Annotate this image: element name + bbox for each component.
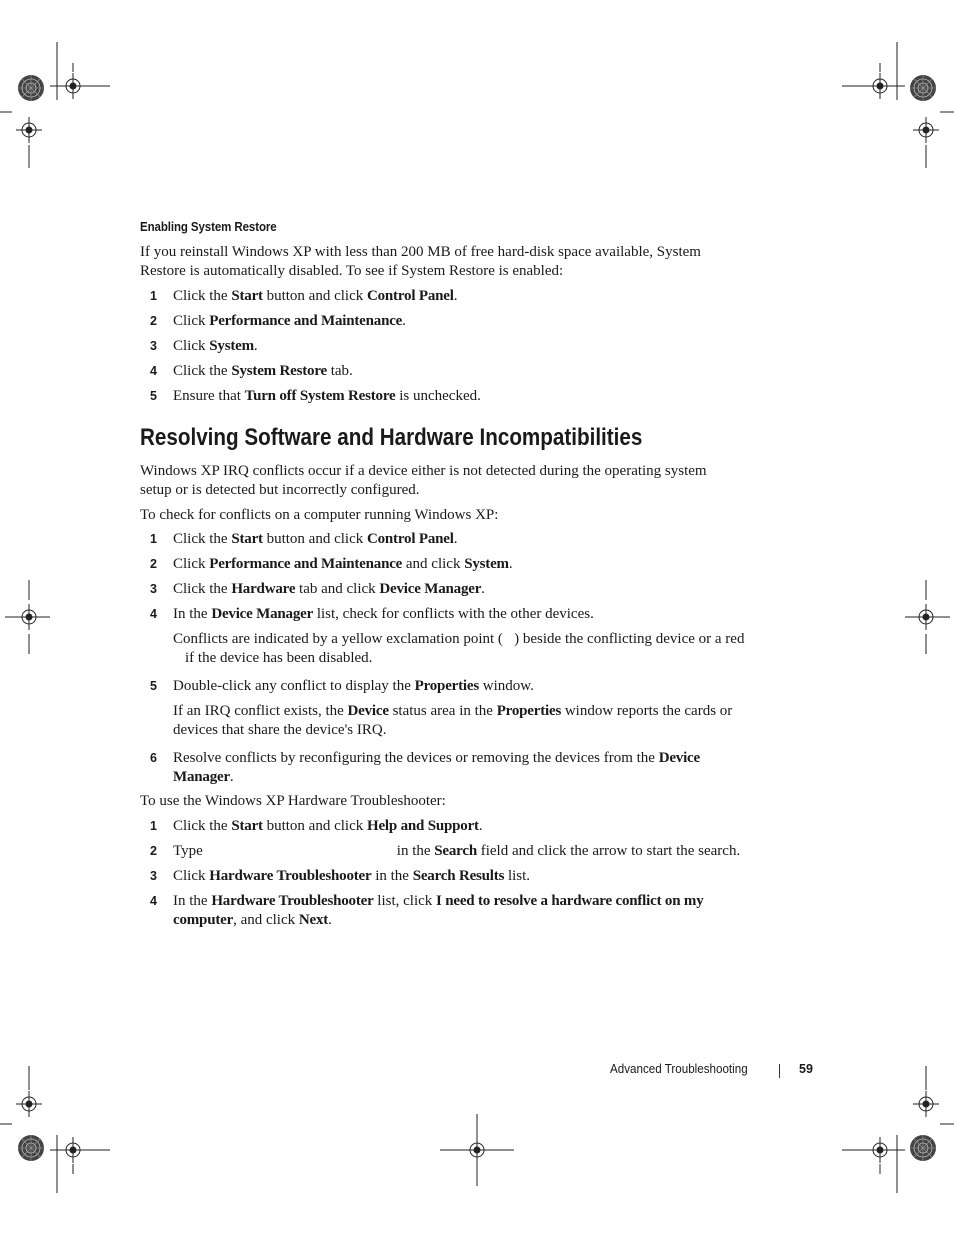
footer-section-title: Advanced Troubleshooting (610, 1062, 748, 1076)
registration-mark-icon (913, 117, 939, 143)
paragraph: To use the Windows XP Hardware Troubleshooter: (140, 793, 446, 809)
step-note: Conflicts are indicated by a yellow exclamation point ( ) beside the conflicting device or a red if the device has been disabled. (173, 631, 745, 666)
paragraph: If you reinstall Windows XP with less than 200 MB of free hard-disk space available, System Restore is automatically disabled. To see if System Restore is enabled: (140, 244, 701, 279)
footer-divider (779, 1064, 780, 1078)
page-number: 59 (799, 1062, 813, 1076)
registration-mark-icon (16, 1091, 42, 1117)
page-title: Resolving Software and Hardware Incompatibilities (140, 424, 643, 451)
registration-mark-icon (16, 117, 42, 143)
paragraph: To check for conflicts on a computer running Windows XP: (140, 507, 499, 523)
registration-mark-icon (913, 1091, 939, 1117)
step-note: If an IRQ conflict exists, the Device status area in the Properties window reports the cards or devices that share the device's IRQ. (173, 703, 733, 738)
color-target-icon (18, 75, 44, 101)
color-target-icon (18, 1135, 44, 1161)
color-target-icon (910, 1135, 936, 1161)
color-target-icon (910, 75, 936, 101)
section-subheading: Enabling System Restore (140, 220, 277, 234)
paragraph: Windows XP IRQ conflicts occur if a device either is not detected during the operating system setup or is detected but incorrectly configured. (140, 463, 707, 498)
